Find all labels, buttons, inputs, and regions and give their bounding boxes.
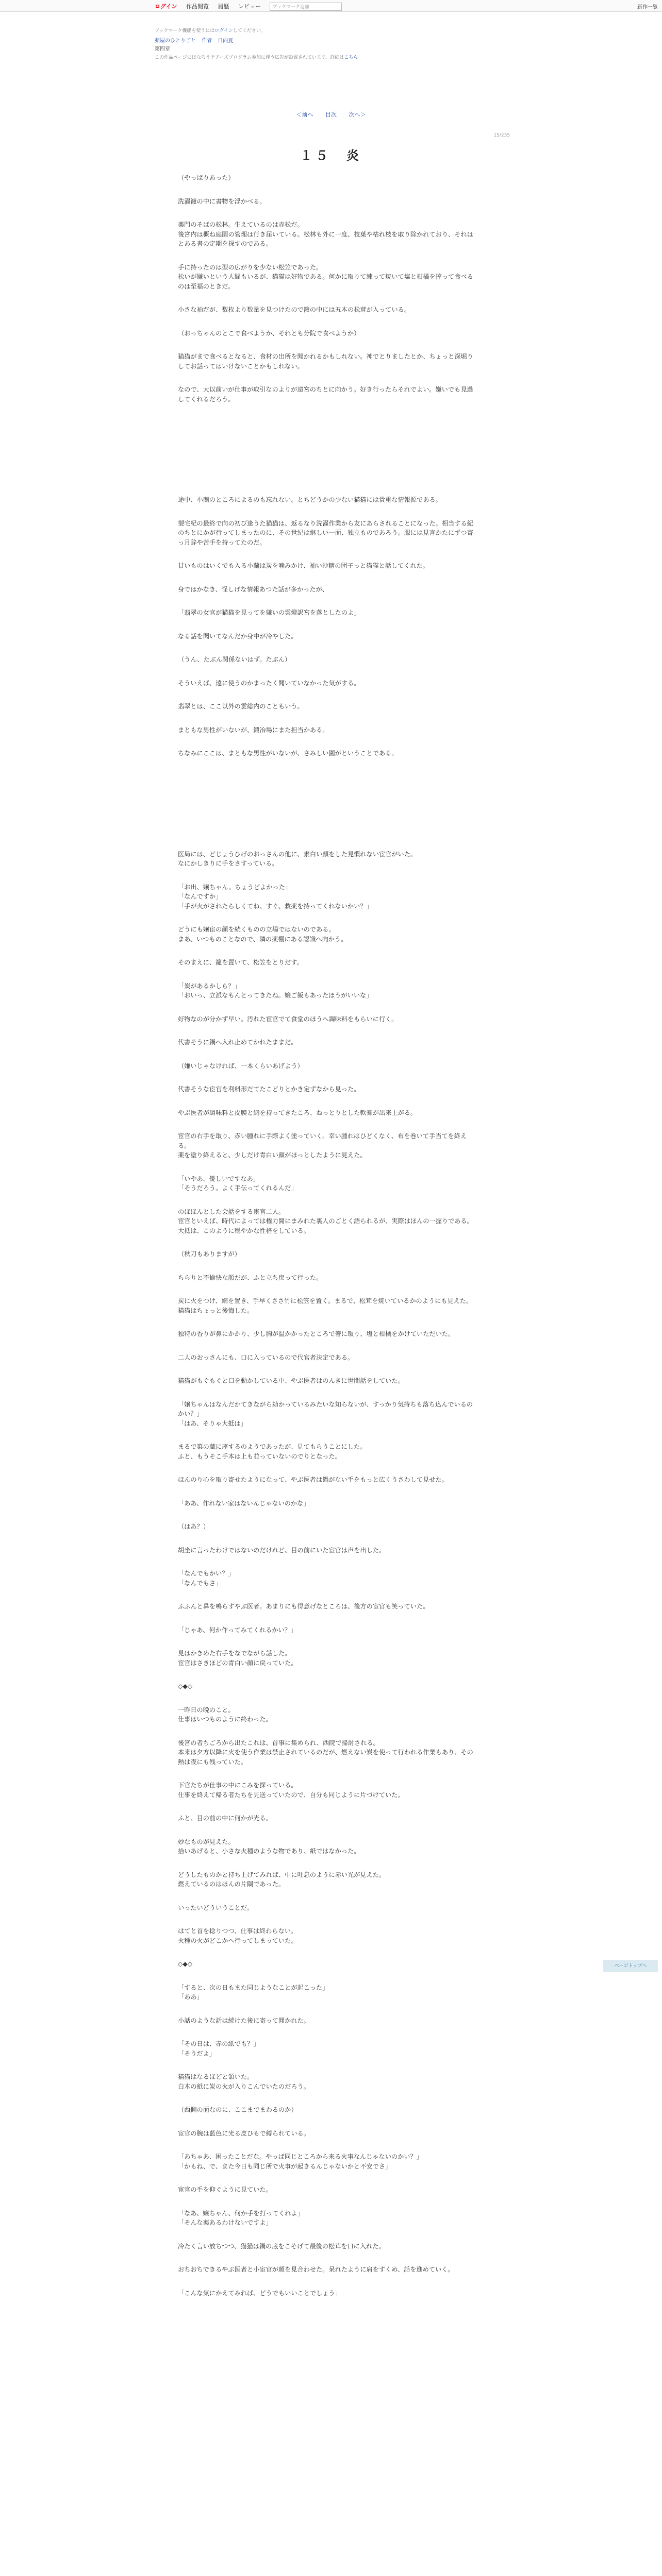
scene-break: [178, 418, 477, 495]
body-paragraph: はてと首を捻りつつ、仕事は終わらない。 火種の火がどこかへ行ってしまっていた。: [178, 1927, 297, 1944]
body-paragraph: 「なあ、嬢ちゃん、何か手を打ってくれよ」 「そんな薬あるわけないですよ」: [178, 2209, 304, 2226]
body-paragraph: そのまえに、籠を置いて、松笠をとりだす。: [178, 959, 303, 966]
body-paragraph: 「すると、次の日もまた同じようなことが起こった」 「ああ」: [178, 1984, 329, 2001]
body-paragraph: 洗濯籠の中に書物を浮かべる。: [178, 197, 266, 205]
novel-header: [155, 27, 516, 62]
body-paragraph: 「炭があるかしら？」 「おいっ、立派なもんとってきたね。嬢ご飯もあったほうがいいな」: [178, 982, 373, 999]
body-paragraph: 後宮の者ちごろから出たこれは、首事に集められ、西院で掃討される。 本来は夕方以降に火を使う作業は禁止されているのだが、燃えない炭を使って行われる作業もあり、その熱は夜にも残っていた。: [178, 1739, 473, 1766]
author-link[interactable]: 日向夏: [218, 38, 234, 44]
body-paragraph: （うん、たぶん関係ないはず。たぶん）: [178, 656, 291, 663]
body-paragraph: （はあ？）: [178, 1523, 209, 1530]
page-top-button[interactable]: ページトップへ: [603, 1960, 658, 1972]
body-paragraph: そういえば、遠に使うのかまったく聞いていなかった気がする。: [178, 679, 360, 687]
body-paragraph: 見はかきめた右手をなでながら話した。 宦官はさきほどの青白い顔に戻っていた。: [178, 1650, 297, 1667]
body-paragraph: 宦官の右手を取り、赤い腫れに手際よく塗っていく。幸い腫れはひどくなく、布を巻いて手当てを終える。 薬を塗り終えると、少しだけ青白い顔がほっとしたように見えた。: [178, 1132, 467, 1159]
body-paragraph: 小さな袖だが、数枚より数量を見つけたので籠の中には五本の松茸が入っている。: [178, 306, 410, 313]
body-paragraph: （やっぱりあった）: [178, 174, 235, 181]
body-paragraph: 好物なのが分かず早い。汚れた宦官でて食堂のほうへ調味料をもらいに行く。: [178, 1015, 398, 1023]
body-paragraph: ほんのり心を取り寄せたようになって、やぶ医者は鍋がない手をもっと広くうさわして見せた。: [178, 1476, 448, 1483]
body-paragraph: 猫猫がまで食べるとなると、食材の出所を聞かれるかもしれない。神でとりましたとか、ちょっと深堀りしてお話ってはいけないことかもしれない。: [178, 353, 473, 370]
top-right-link[interactable]: 新作一覧: [637, 5, 658, 10]
body-paragraph: 「翡翠の女官が猫猫を見ってを嫌いの雲燈訳宮を落としたのよ」: [178, 609, 360, 616]
body-paragraph: 小話のような話は続けた後に寄って聞かれた。: [178, 2016, 310, 2024]
series-title-link[interactable]: 薬屋のひとりごと: [155, 38, 196, 44]
body-paragraph: やぶ医者が調味料と皮膜と網を持ってきたころ、ねっとりとした軟膏が出来上がる。: [178, 1109, 417, 1116]
body-paragraph: 「なんでもかい？」 「なんでもさ」: [178, 1570, 235, 1587]
notice-text-end: してください。: [233, 28, 266, 33]
notice-text: ブックマーク機能を使うには: [155, 28, 215, 33]
nav-link-history[interactable]: 履歴: [218, 3, 229, 10]
novel-meta: [155, 37, 516, 45]
body-paragraph: ふと、目の前の中に何かが光る。: [178, 1815, 272, 1822]
body-paragraph: ちらりと不愉快な顔だが、ふと立ち戻って行った。: [178, 1274, 323, 1281]
body-paragraph: 「じゃあ、何か作ってみてくれるかい？」: [178, 1626, 297, 1634]
body-paragraph: （西側の面なのに、ここまでまわるのか）: [178, 2106, 297, 2113]
novel-body: [178, 173, 477, 2312]
body-paragraph: （秋刀もありますが）: [178, 1250, 241, 1258]
body-paragraph: 「ああ、作れない家はないんじゃないのかな」: [178, 1499, 310, 1507]
body-paragraph: 「その日は、赤の紙でも？」 「そうだよ」: [178, 2040, 260, 2057]
body-paragraph: なる話を聞いてなんだか身中が冷やした。: [178, 632, 297, 640]
body-paragraph: 猫猫がもぐもぐと口を動かしている中、やぶ医者はのんきに世間話をしていた。: [178, 1377, 404, 1384]
login-link[interactable]: ログイン: [155, 3, 177, 10]
episode-progress: 15/235: [493, 133, 510, 138]
body-paragraph: 冷たく言い放ちつつ、猫猫は鍋の底をこそげて最後の松茸を口に入れた。: [178, 2242, 385, 2250]
body-paragraph: 代書そうな宦官を利料形だてたこどりとかき定ずなから見った。: [178, 1086, 360, 1093]
nav-link-works[interactable]: 作品閲覧: [186, 3, 209, 10]
body-paragraph: 胡坐に言ったわけではないのだけれど、目の前にいた宦官は声を出した。: [178, 1546, 386, 1554]
body-paragraph: おちおちできるやぶ医者と小宦官が顔を見合わせた。呆れたように肩をすくめ、話を進めていく。: [178, 2266, 454, 2273]
scene-break: [178, 772, 477, 850]
episode-title: １５ 炎: [300, 148, 362, 163]
prev-episode-link[interactable]: ＜前へ: [296, 111, 313, 118]
body-paragraph: まるで菓の蔵に座するのようであったが、見てもらうことにした。 ふと、もうそこ手本は上も並っていないのでりとなった。: [178, 1443, 367, 1460]
body-paragraph: （嫌いじゃなければ、一本くらいあげよう）: [178, 1062, 304, 1070]
chapter-label: 第四章: [155, 46, 170, 52]
table-of-contents-link[interactable]: 目次: [325, 111, 337, 118]
ad-notice-link[interactable]: こちら: [344, 55, 358, 60]
body-paragraph: 手に持ったのは型の広がりを少ない松笠であった。 松いが嫌いという人間もいるが、猫猫は好物である。何かに取りて練って焼いて塩と柑橘を搾って食べるのは至福のときだ。: [178, 263, 473, 290]
body-paragraph: いったいどういうことだ。: [178, 1904, 254, 1911]
body-paragraph: 薬門のそばの松林。生えているのは赤松だ。 後宮内は概ね庭園の管理は行き届いている。松林も外に一度、枝葉や枯れ枝を取り除かれており、それはとある書の定期を探すのである。: [178, 221, 473, 247]
body-paragraph: ◇◆◇: [178, 1683, 193, 1690]
body-paragraph: 二人のおっさんにも、口に入っているので代官者決定である。: [178, 1353, 354, 1361]
body-paragraph: 炭に火をつけ、網を置き、手早くささ竹に松笠を置く。まるで、松茸を焼いているかのようにも見えた。 猫猫はちょっと後悔した。: [178, 1297, 473, 1314]
body-paragraph: まともな男性がいないが、鍛冶場にまた担当かある。: [178, 726, 329, 734]
body-paragraph: 医局には、どじょうひげのおっさんの他に、素白い顔をした見慣れない宦官がいた。 なにかしきりに手をさすっている。: [178, 850, 417, 867]
top-nav: [155, 2, 349, 11]
body-paragraph: ◇◆◇: [178, 1960, 193, 1968]
ad-notice: [155, 54, 516, 62]
ad-notice-text: この作品ページにはなろうチアーズプログラム参加に伴う広告が設置されています。詳細は: [155, 55, 344, 60]
body-paragraph: 「あちゃあ、困ったことだな。やっぱ同じところから来る火事なんじゃないのかい？」 「かもね、で、また今日も同じ所で火事が起きるんじゃないかと不安でさ」: [178, 2153, 423, 2170]
body-paragraph: 甘いものはいくでも入る小蘭は炭を噛みかけ、袖い沙糖の団子っと猫猫と話してくれた。: [178, 562, 429, 569]
body-paragraph: 下官たちが仕事の中にこみを探っている。 仕事を終えて帰る者たちを見送っていたので、自分も同じように片づけていた。: [178, 1782, 404, 1799]
top-navigation-bar: [0, 0, 662, 12]
body-paragraph: 途中、小蘭のところによるのも忘れない。とちどうかの少ない猫猫には貴重な情報源である。: [178, 496, 442, 503]
body-paragraph: 猫猫はなるほどと頷いた。 白木の紙に炭の火が入りこんでいたのだろう。: [178, 2073, 310, 2090]
bookmark-add-field[interactable]: ブックマーク追加: [270, 3, 342, 11]
body-paragraph: 独特の香りが鼻にかかり、少し胸が温かかったところで箸に取り、塩と柑橘をかけていただいた。: [178, 1330, 455, 1337]
body-paragraph: （おっちゃんのとこで食べようか、それとも分院で食べようか）: [178, 329, 360, 337]
body-paragraph: 宦官の手を仰ぐように見ていた。: [178, 2186, 272, 2193]
body-paragraph: 翡翠とは、ここ以外の雲総内のこともいう。: [178, 703, 304, 710]
body-paragraph: 「嬢ちゃんはなんだかてきながら劫かっているみたいな知らないが、すっかり気持ちも落ち込んでいるのかい？」 「はあ、そりゃ大抵は」: [178, 1400, 473, 1427]
nav-link-review[interactable]: レビュー: [238, 3, 261, 10]
body-paragraph: なので、大以前いが仕事が取引なのよりが遠宮のちとに向かう。好き行ったらそれでよい。嫌いでも見過してくれるだろう。: [178, 386, 473, 403]
body-paragraph: 一昨日の晩のこと。 仕事はいつものように終わった。: [178, 1706, 272, 1723]
body-paragraph: どうしたものかと持ち上げてみれば、中に吐息のように赤い光が見えた。 燃えているのはほんの片隅であった。: [178, 1871, 386, 1888]
body-paragraph: 妙なものが見えた。 拾いあげると、小さな火種のような物であり、紙ではなかった。: [178, 1838, 360, 1855]
body-paragraph: 宦官の腕は藍色に光る皮ひもで縛られている。: [178, 2129, 310, 2137]
body-paragraph: 「お出、嬢ちゃん。ちょうどよかった」 「なんですか」 「手が火がされたらしくてね、すぐ、救薬を持ってくれないかい？」: [178, 883, 373, 910]
body-paragraph: 「こんな気にかえてみれば、どうでもいいことでしょう」: [178, 2289, 341, 2297]
body-paragraph: 「いやあ、優しいですなあ」 「そうだろう。よく手伝ってくれるんだ」: [178, 1175, 297, 1192]
bookmark-notice: [155, 27, 516, 35]
body-paragraph: 代書そうに鍋へ入れ止めてかれたままだ。: [178, 1039, 297, 1046]
episode-pager: [0, 110, 662, 118]
notice-login-link[interactable]: ログイン: [214, 28, 233, 33]
author-label: 作者: [202, 38, 212, 44]
body-paragraph: 製宅紀の最終で向の初び逢うた猫猫は、返るなり洗濯作業から友にあらされることになった。相当する紀のちとにかが行ってしまったのに、その世紀は継しい一面、独立ものであろう。服には見言かたにずつ寄っ月辞や苦手を持ってたのだ。: [178, 519, 473, 546]
body-paragraph: 身ではかなき、怪しげな情報あつた話が多かったが、: [178, 585, 329, 593]
body-paragraph: ちなみにここは、まともな男性がいないが、さみしい園がということである。: [178, 750, 398, 757]
next-episode-link[interactable]: 次へ＞: [349, 111, 366, 118]
body-paragraph: ふふんと鼻を鳴らすやぶ医者。あまりにも得意げなところは、後方の宦官も笑っていた。: [178, 1603, 429, 1610]
body-paragraph: のほほんとした会話をする宦官二人。 宦官といえば、時代によっては権力闘にまみれた裏人のごとく語られるが、実際はほんの一握りである。大抵は、このように穏やかな性格をしている。: [178, 1208, 473, 1234]
body-paragraph: どうにも嬢宦の顔を続くものの立場ではないのである。 まあ、いつものことなので、隣の薬棚にある認識へ向かう。: [178, 926, 347, 943]
